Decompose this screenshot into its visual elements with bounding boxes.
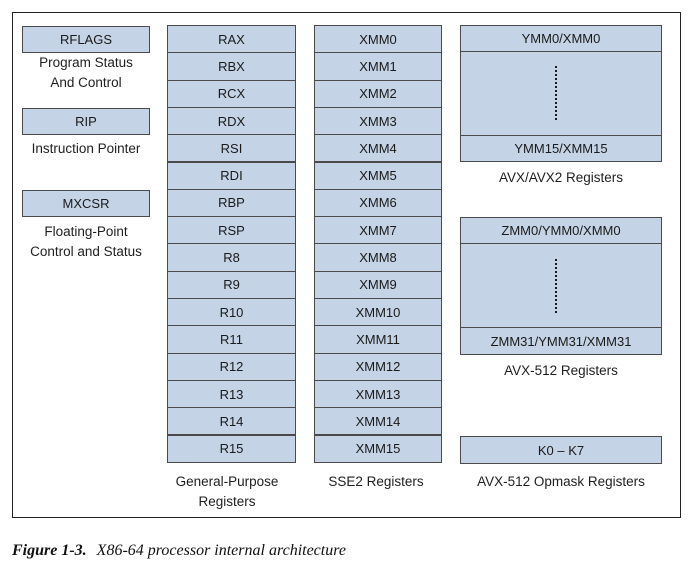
gpr-register-label: R11 xyxy=(220,331,243,347)
gpr-register xyxy=(167,380,296,408)
sse2-register-label: XMM7 xyxy=(359,222,397,238)
gpr-register-label: RDI xyxy=(220,168,243,184)
avx-ellipsis-dots xyxy=(555,66,557,120)
avx512-ellipsis-dots xyxy=(555,259,557,313)
avx512-caption-line: AVX-512 Registers xyxy=(504,363,618,378)
gpr-register-label: R15 xyxy=(219,441,244,457)
sse2-register-label: XMM12 xyxy=(355,359,401,375)
sse2-register-label: XMM8 xyxy=(359,250,397,266)
gpr-register-label: R13 xyxy=(219,386,244,402)
mxcsr-caption-line-1: Floating-Point xyxy=(44,224,128,239)
gpr-register xyxy=(167,353,296,381)
mxcsr-label: MXCSR xyxy=(62,196,110,211)
sse2-register xyxy=(314,189,442,217)
sse2-register-label: XMM10 xyxy=(355,304,401,320)
gpr-caption-line-2: Registers xyxy=(198,494,256,509)
avx-bottom-register xyxy=(460,135,662,162)
gpr-caption-line-1: General-Purpose xyxy=(175,474,279,489)
sse2-register xyxy=(314,80,442,108)
rip-caption xyxy=(16,139,156,159)
gpr-register-label: RDX xyxy=(217,113,246,129)
avx512-bottom-label: ZMM31/YMM31/XMM31 xyxy=(490,333,632,349)
gpr-register-label: RBX xyxy=(218,58,245,74)
opmask-caption xyxy=(456,472,666,492)
avx512-bottom-register xyxy=(460,327,662,355)
mxcsr-register xyxy=(22,190,150,217)
rip-label: RIP xyxy=(75,114,97,129)
mxcsr-caption-line-2: Control and Status xyxy=(30,244,142,259)
gpr-register xyxy=(167,25,296,53)
avx512-top-label: ZMM0/YMM0/XMM0 xyxy=(501,223,621,238)
sse2-register xyxy=(314,107,442,135)
sse2-register-label: XMM2 xyxy=(359,86,397,102)
sse2-register xyxy=(314,134,442,162)
sse2-register xyxy=(314,380,442,408)
gpr-register-label: RSI xyxy=(220,140,243,156)
sse2-register-label: XMM5 xyxy=(359,168,397,184)
sse2-register xyxy=(314,298,442,326)
gpr-register-label: R9 xyxy=(223,277,240,293)
sse2-register-label: XMM14 xyxy=(355,413,401,429)
gpr-register xyxy=(167,189,296,217)
opmask-register xyxy=(460,436,662,464)
sse2-register xyxy=(314,271,442,299)
gpr-register-label: R12 xyxy=(219,359,244,375)
sse2-register xyxy=(314,325,442,353)
sse2-register xyxy=(314,162,442,190)
sse2-register xyxy=(314,52,442,80)
sse2-register xyxy=(314,216,442,244)
sse2-register-label: XMM4 xyxy=(359,140,397,156)
avx-caption xyxy=(460,168,662,188)
gpr-register xyxy=(167,243,296,271)
sse2-register-label: XMM15 xyxy=(355,441,401,457)
avx-bottom-label: YMM15/XMM15 xyxy=(514,141,608,156)
gpr-register-label: R14 xyxy=(219,413,244,429)
gpr-register-label: R10 xyxy=(219,304,244,320)
figure-number: Figure 1-3. xyxy=(12,542,87,559)
sse2-register-label: XMM11 xyxy=(356,331,400,347)
gpr-register-label: R8 xyxy=(223,250,240,266)
opmask-caption-line: AVX-512 Opmask Registers xyxy=(477,474,645,489)
gpr-register xyxy=(167,216,296,244)
sse2-caption xyxy=(306,472,446,492)
sse2-register xyxy=(314,243,442,271)
gpr-register xyxy=(167,298,296,326)
avx-top-register xyxy=(460,25,662,52)
gpr-register xyxy=(167,162,296,190)
gpr-register xyxy=(167,107,296,135)
sse2-register-label: XMM9 xyxy=(359,277,397,293)
rflags-caption-line-2: And Control xyxy=(50,75,122,90)
gpr-register xyxy=(167,407,296,435)
figure-title: X86-64 processor internal architecture xyxy=(96,542,346,559)
gpr-caption xyxy=(158,472,296,512)
sse2-register-label: XMM1 xyxy=(359,58,397,74)
gpr-register xyxy=(167,271,296,299)
sse2-register xyxy=(314,435,442,463)
rflags-label: RFLAGS xyxy=(59,32,112,47)
avx512-caption xyxy=(460,361,662,381)
rip-caption-line-1: Instruction Pointer xyxy=(31,141,141,156)
rflags-caption-line-1: Program Status xyxy=(39,55,133,70)
gpr-register xyxy=(167,134,296,162)
avx-caption-line: AVX/AVX2 Registers xyxy=(498,170,624,185)
rflags-register xyxy=(22,26,150,53)
rip-register xyxy=(22,108,150,135)
sse2-register-label: XMM13 xyxy=(355,386,401,402)
mxcsr-caption xyxy=(16,222,156,262)
opmask-label: K0 – K7 xyxy=(537,442,585,458)
gpr-register xyxy=(167,435,296,463)
gpr-register xyxy=(167,325,296,353)
sse2-register xyxy=(314,407,442,435)
gpr-register-label: RBP xyxy=(218,195,245,211)
rflags-caption xyxy=(16,53,156,93)
gpr-register xyxy=(167,52,296,80)
sse2-register xyxy=(314,25,442,53)
gpr-register xyxy=(167,80,296,108)
sse2-register-label: XMM3 xyxy=(359,113,397,129)
figure-caption xyxy=(12,542,346,560)
gpr-register-label: RAX xyxy=(218,31,245,47)
sse2-register-label: XMM6 xyxy=(359,195,397,211)
avx-top-label: YMM0/XMM0 xyxy=(521,31,601,46)
sse2-register-label: XMM0 xyxy=(359,31,397,47)
gpr-register-label: RCX xyxy=(217,86,246,102)
avx512-top-register xyxy=(460,217,662,244)
gpr-register-label: RSP xyxy=(218,222,245,238)
sse2-caption-line-1: SSE2 Registers xyxy=(328,474,424,489)
sse2-register xyxy=(314,353,442,381)
